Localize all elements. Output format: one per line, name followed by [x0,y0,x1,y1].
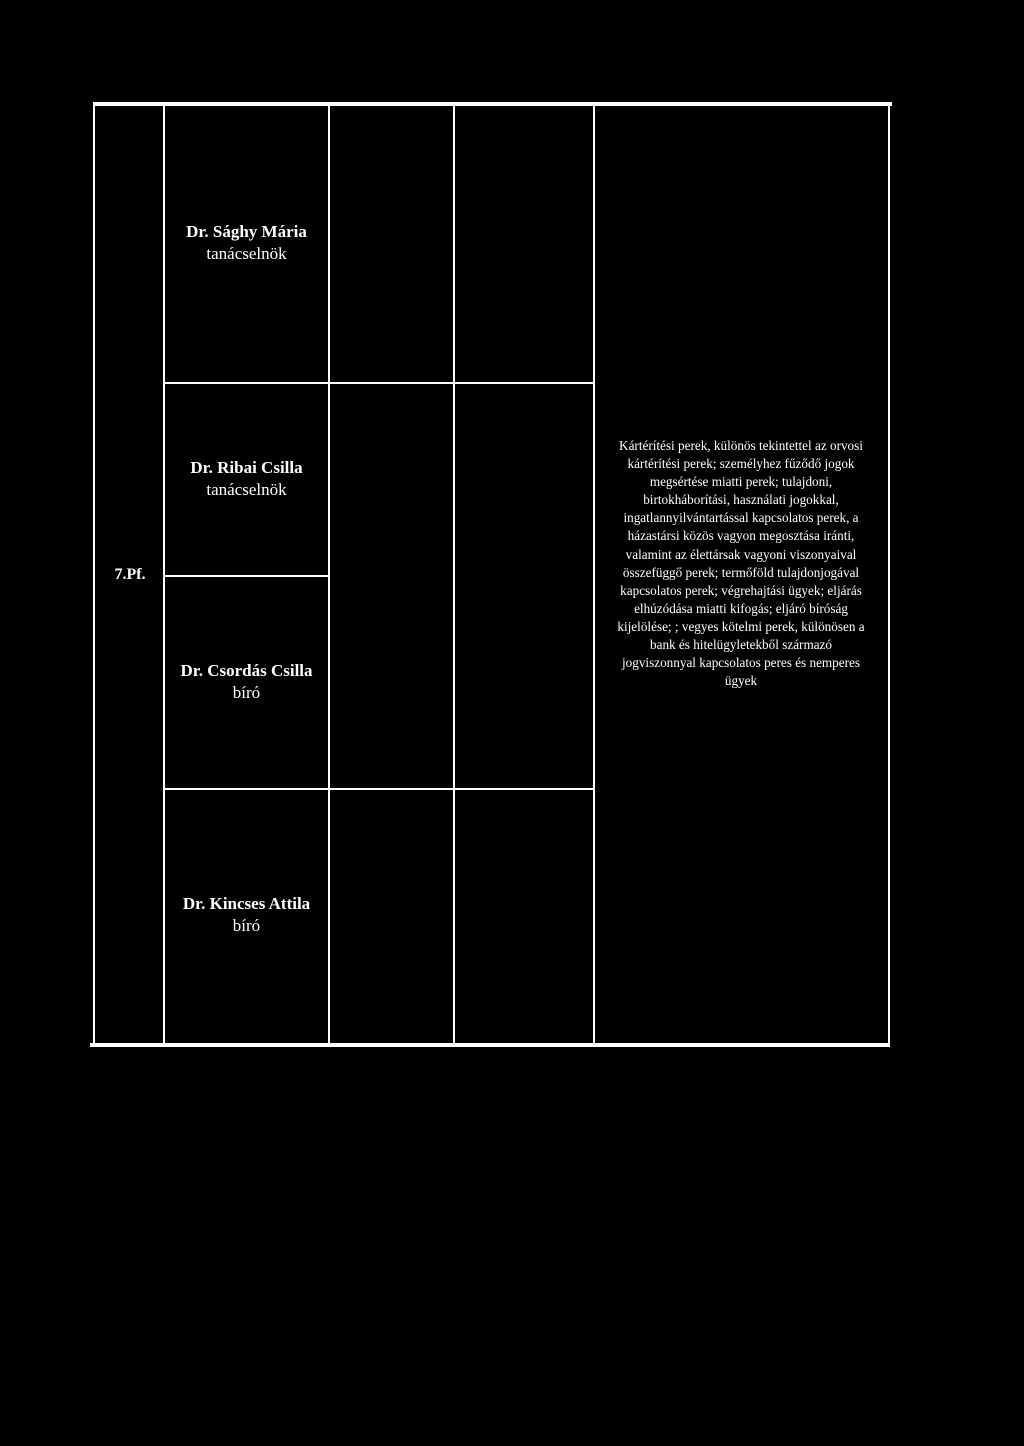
table-right-border [888,102,890,1045]
member-role: bíró [232,683,261,702]
row-divider-3 [165,788,593,790]
member-name: Dr. Ribai Csilla [190,458,303,477]
table-bottom-border [90,1043,890,1047]
member-role: bíró [232,916,261,935]
member-name: Dr. Sághy Mária [186,222,307,241]
member-name: Dr. Kincses Attila [182,894,311,913]
section-label: 7.Pf. [114,566,146,583]
member-cell [165,457,328,501]
row-divider-1 [165,382,593,384]
member-role: tanácselnök [206,480,287,499]
column-divider-4 [593,104,595,1045]
member-name: Dr. Csordás Csilla [180,661,313,680]
row-divider-2 [165,575,330,577]
member-cell [165,893,328,937]
member-cell [165,660,328,704]
member-cell [165,221,328,265]
case-types-description: Kártérítési perek, különös tekintettel az orvosi kártérítési perek; személyhez fűződő jogok megsértése miatti perek; tulajdoni, birtokháborítási, használati jogokkal, ingatlannyilvántartással kapcsolatos perek, a házastársi közös vagyon megosztása iránti, valamint az élettársak vagyoni viszonyaival összefüggő perek; termőföld tulajdonjogával kapcsolatos perek; végrehajtási ügyek; eljárás elhúzódása miatti kifogás; eljáró bíróság kijelölése; ; vegyes kötelmi perek, különösen a bank és hitelügyletekből származó jogviszonnyal kapcsolatos peres és nemperes ügyek [617,438,865,689]
table-top-border [93,102,892,106]
column-divider-3 [453,104,455,1045]
member-role: tanácselnök [206,244,287,263]
